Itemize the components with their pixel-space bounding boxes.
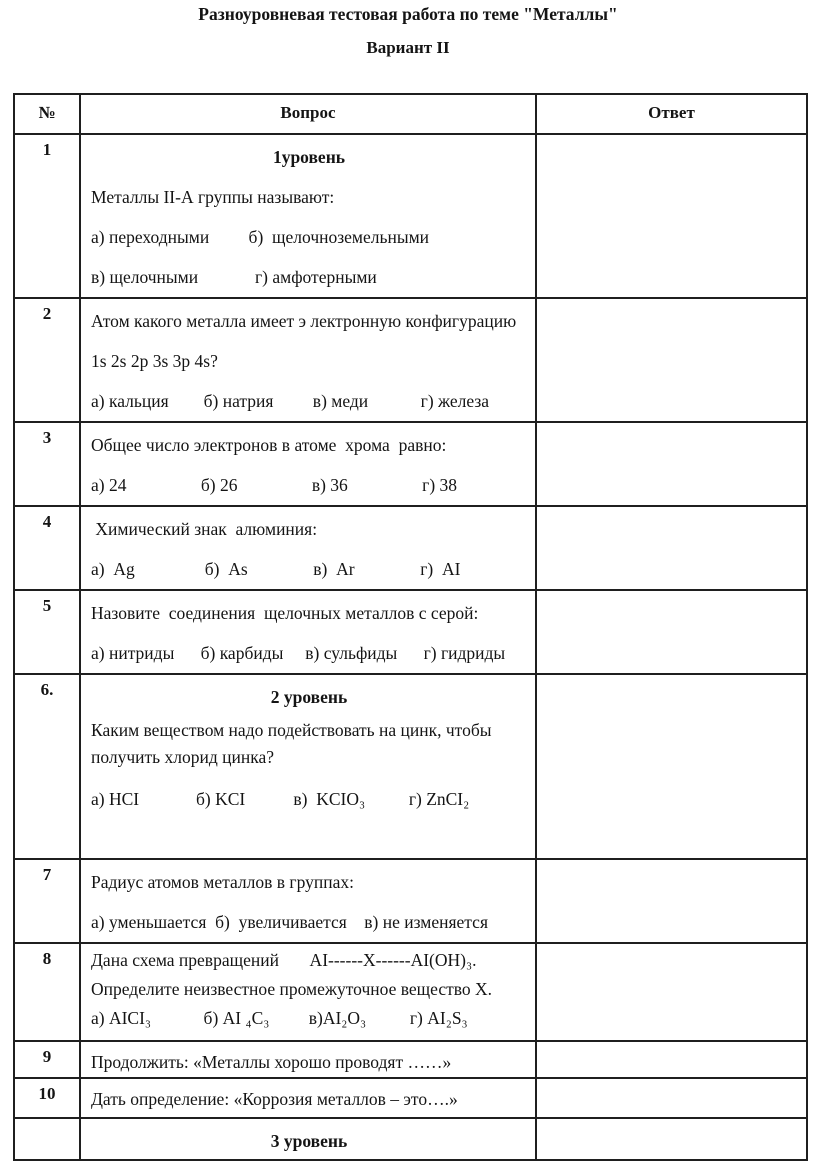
level-3-heading: 3 уровень xyxy=(270,1131,348,1151)
options-line: а) HCI б) KCI в) KCIO₃ г) ZnCI₂ xyxy=(91,789,470,809)
answer-cell xyxy=(536,943,807,1041)
answer-cell xyxy=(536,590,807,674)
row-number: 10 xyxy=(14,1078,80,1118)
table-row xyxy=(14,1118,807,1160)
table-row xyxy=(14,298,807,422)
table-row xyxy=(14,1041,807,1078)
transformation-scheme: Дана схема превращений AI------X------AI(OH)₃. xyxy=(91,950,477,970)
question-text: Дать определение: «Коррозия металлов – это….» xyxy=(91,1089,458,1109)
row-number xyxy=(14,1118,80,1160)
test-table xyxy=(13,93,808,1161)
question-text: Радиус атомов металлов в группах: xyxy=(91,872,354,892)
question-cell xyxy=(80,590,536,674)
row-number: 4 xyxy=(14,506,80,590)
row-number: 6. xyxy=(14,674,80,859)
options-line: а) переходными б) щелочноземельными xyxy=(91,227,430,247)
table-row xyxy=(14,422,807,506)
question-cell xyxy=(80,1041,536,1078)
options-line: в) щелочными г) амфотерными xyxy=(91,267,377,287)
answer-cell xyxy=(536,1118,807,1160)
row-number: 7 xyxy=(14,859,80,943)
col-header-num: № xyxy=(14,94,80,134)
answer-cell xyxy=(536,1078,807,1118)
question-text: Металлы II-А группы называют: xyxy=(91,187,335,207)
question-cell xyxy=(80,1118,536,1160)
electron-configuration: 1s 2s 2p 3s 3p 4s? xyxy=(91,351,218,371)
table-row xyxy=(14,134,807,298)
question-text: получить хлорид цинка? xyxy=(91,747,275,767)
options-line: а) нитриды б) карбиды в) сульфиды г) гидриды xyxy=(91,643,506,663)
table-row xyxy=(14,1078,807,1118)
question-text: Продолжить: «Металлы хорошо проводят ……» xyxy=(91,1052,452,1072)
options-line: а) уменьшается б) увеличивается в) не изменяется xyxy=(91,912,488,932)
question-text: Атом какого металла имеет э лектронную конфигурацию xyxy=(91,311,517,331)
question-cell xyxy=(80,943,536,1041)
question-cell xyxy=(80,674,536,859)
col-header-answer: Ответ xyxy=(536,94,807,134)
question-text: Каким веществом надо подействовать на цинк, чтобы xyxy=(91,720,492,740)
table-row xyxy=(14,590,807,674)
row-number: 9 xyxy=(14,1041,80,1078)
table-row xyxy=(14,506,807,590)
question-text: Назовите соединения щелочных металлов с серой: xyxy=(91,603,479,623)
table-row xyxy=(14,859,807,943)
answer-cell xyxy=(536,422,807,506)
answer-cell xyxy=(536,674,807,859)
options-line: а) AICI₃ б) AI ₄C₃ в)AI₂O₃ г) AI₂S₃ xyxy=(91,1008,468,1028)
question-cell xyxy=(80,506,536,590)
question-text: Химический знак алюминия: xyxy=(91,519,318,539)
col-header-question: Вопрос xyxy=(80,94,536,134)
table-header-row xyxy=(14,94,807,134)
question-text: Определите неизвестное промежуточное вещество X. xyxy=(91,979,493,999)
answer-cell xyxy=(536,298,807,422)
row-number: 1 xyxy=(14,134,80,298)
question-cell xyxy=(80,298,536,422)
question-text: Общее число электронов в атоме хрома равно: xyxy=(91,435,447,455)
question-cell xyxy=(80,859,536,943)
variant-label: Вариант II xyxy=(366,38,450,57)
options-line: а) кальция б) натрия в) меди г) железа xyxy=(91,391,490,411)
options-line: а) Ag б) As в) Ar г) AI xyxy=(91,559,461,579)
answer-cell xyxy=(536,859,807,943)
answer-cell xyxy=(536,1041,807,1078)
row-number: 8 xyxy=(14,943,80,1041)
table-row xyxy=(14,674,807,859)
options-line: а) 24 б) 26 в) 36 г) 38 xyxy=(91,475,458,495)
answer-cell xyxy=(536,506,807,590)
document-title: Разноуровневая тестовая работа по теме "Металлы" xyxy=(198,4,618,24)
question-cell xyxy=(80,134,536,298)
level-2-heading: 2 уровень xyxy=(270,687,348,707)
question-cell xyxy=(80,422,536,506)
question-cell xyxy=(80,1078,536,1118)
row-number: 2 xyxy=(14,298,80,422)
answer-cell xyxy=(536,134,807,298)
level-1-heading: 1уровень xyxy=(272,147,346,167)
row-number: 5 xyxy=(14,590,80,674)
row-number: 3 xyxy=(14,422,80,506)
table-row xyxy=(14,943,807,1041)
